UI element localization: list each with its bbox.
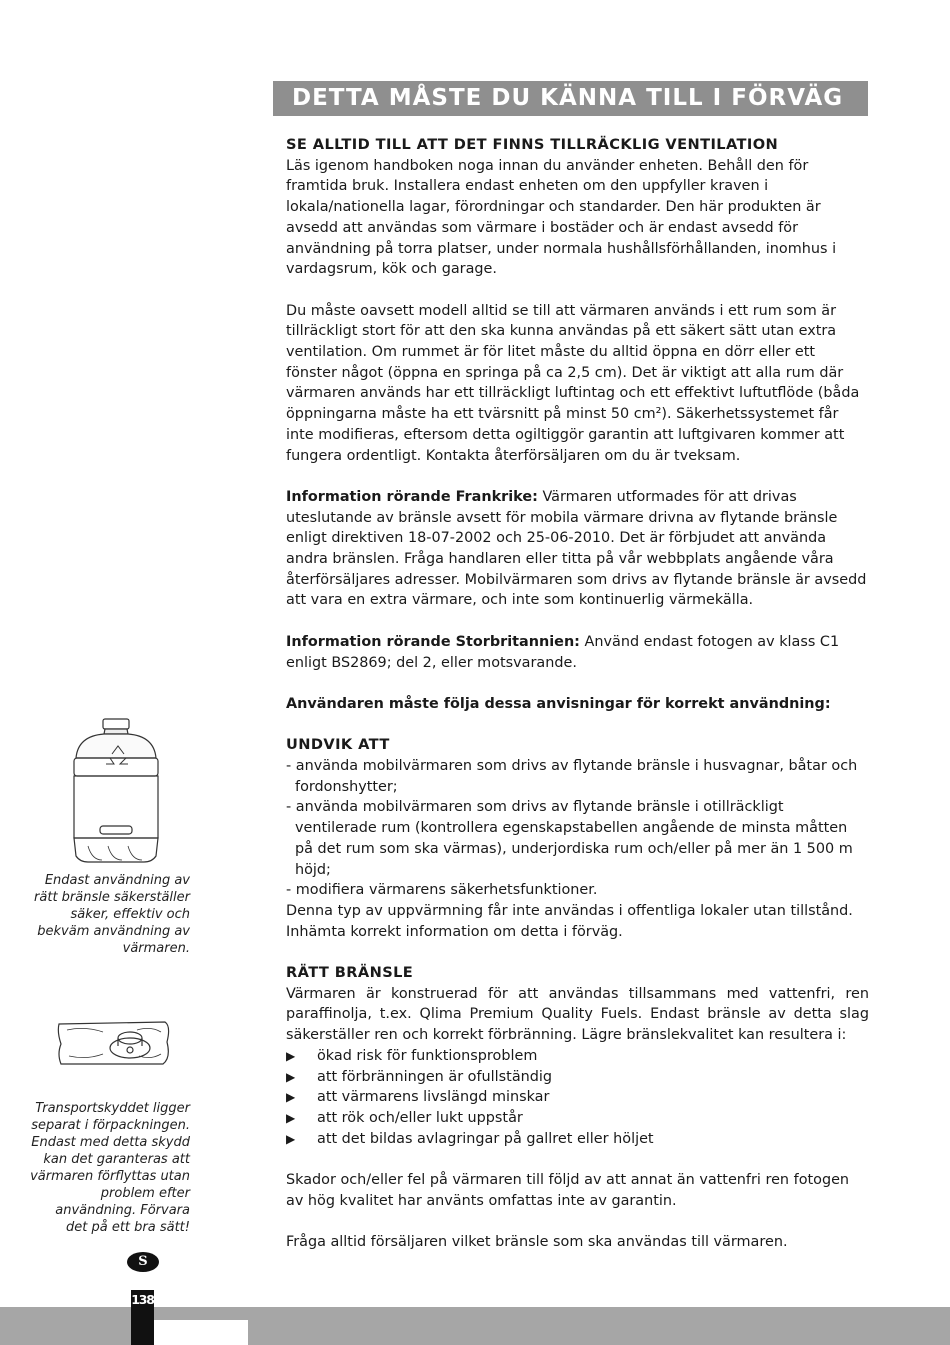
fuel-bullet-list	[286, 1046, 869, 1150]
avoid-item: - använda mobilvärmaren som drivs av flytande bränsle i otillräckligt ventilerade rum (kontrollera egenskapstabellen angående de minsta måtten på det rum som ska värmas), underjordiska rum och/eller på mer än 1 500 m höjd;	[286, 799, 853, 878]
france-text: Värmaren utformades för att drivas uteslutande av bränsle avsett för mobila värmare drivna av flytande bränsle enligt direktiven 18-07-2002 och 25-06-2010. Det är förbjudet att använda andra bränslen. Fråga handlaren eller titta på vår webbplats angående våra återförsäljares adresser. Mobilvärmaren som drivs av flytande bränsle är avsedd att vara en extra värmare, och inte som kontinuerlig värmekälla.	[286, 488, 867, 609]
ventilation-heading: SE ALLTID TILL ATT DET FINNS TILLRÄCKLIG VENTILATION	[286, 136, 779, 153]
fuel-bullet: ▶ ökad risk för funktionsproblem	[286, 1046, 869, 1067]
fuel-can-illustration	[68, 716, 164, 866]
avoid-item: - använda mobilvärmaren som drivs av flytande bränsle i husvagnar, båtar och fordonshytter;	[286, 758, 858, 795]
ventilation-paragraph-1: Läs igenom handboken noga innan du använder enheten. Behåll den för framtida bruk. Installera endast enheten om den uppfyller kraven i lokala/nationella lagar, förordningar och standarder. Den här produkten är avsedd att användas som värmare i bostäder och är endast avsedd för användning på torra platser, under normala hushållsförhållanden, inomhus i vardagsrum, kök och garage.	[286, 157, 837, 278]
avoid-note: Denna typ av uppvärmning får inte användas i offentliga lokaler utan tillstånd. Inhämta korrekt information om detta i förväg.	[286, 902, 853, 940]
fuel-bullet: ▶ att förbränningen är ofullständig	[286, 1067, 869, 1088]
avoid-heading: UNDVIK ATT	[286, 736, 390, 754]
france-info	[286, 487, 869, 611]
fuel-heading: RÄTT BRÄNSLE	[286, 964, 414, 982]
ventilation-paragraph-2: Du måste oavsett modell alltid se till att värmaren används i ett rum som är tillräckligt stort för att den ska kunna användas på ett säkert sätt utan extra ventilation. Om rummet är för litet måste du alltid öppna en dörr eller ett fönster något (öppna en springa på ca 2,5 cm). Det är viktigt att alla rum där värmaren används har ett tillräckligt luftintag och ett effektivt luftutflöde (båda öppningarna måste ha ett tvärsnitt på minst 50 cm²). Säkerhetssystemet får inte modifieras, eftersom detta ogiltiggör garantin att luftgivaren kommer att fungera ordentligt. Kontakta återförsäljaren om du är tveksam.	[286, 302, 860, 464]
fuel-bullet: ▶ att rök och/eller lukt uppstår	[286, 1108, 869, 1129]
bullet-arrow-icon: ▶	[286, 1090, 296, 1105]
page-number: 138	[131, 1292, 154, 1307]
uk-text: Använd endast fotogen av klass C1 enligt BS2869; del 2, eller motsvarande.	[286, 633, 840, 671]
fuel-bullet: ▶ att värmarens livslängd minskar	[286, 1087, 869, 1108]
uk-label: Information rörande Storbritannien:	[286, 633, 580, 650]
bullet-arrow-icon: ▶	[286, 1048, 296, 1063]
bullet-arrow-icon: ▶	[286, 1069, 296, 1084]
language-badge: S	[127, 1252, 159, 1272]
fuel-ask-note: Fråga alltid försäljaren vilket bränsle som ska användas till värmaren.	[286, 1234, 788, 1251]
instructions-lead: Användaren måste följa dessa anvisningar för korrekt användning:	[286, 695, 831, 712]
bullet-arrow-icon: ▶	[286, 1131, 296, 1146]
fuel-bullet: ▶ att det bildas avlagringar på gallret eller höljet	[286, 1129, 869, 1150]
bullet-arrow-icon: ▶	[286, 1110, 296, 1125]
fuel-can-caption: Endast användning av rätt bränsle säkerställer säker, effektiv och bekväm användning av värmaren.	[34, 873, 190, 956]
fuel-damage-note: Skador och/eller fel på värmaren till följd av att annat än vattenfri ren fotogen av hög kvalitet har använts omfattas inte av garantin.	[286, 1172, 850, 1209]
footer-white-block	[154, 1320, 248, 1345]
uk-info	[286, 632, 869, 673]
transport-protection-illustration	[55, 1018, 175, 1068]
avoid-item: - modifiera värmarens säkerhetsfunktioner.	[286, 882, 598, 899]
main-content	[286, 135, 869, 1274]
fuel-intro: Värmaren är konstruerad för att användas tillsammans med vattenfri, ren paraffinolja, t.ex. Qlima Premium Quality Fuels. Endast bränsle av detta slag säkerställer ren och korrekt förbränning. Lägre bränslekvalitet kan resultera i:	[286, 985, 869, 1044]
section-banner: DETTA MÅSTE DU KÄNNA TILL I FÖRVÄG	[273, 81, 868, 116]
france-label: Information rörande Frankrike:	[286, 488, 538, 505]
transport-caption: Transportskyddet ligger separat i förpackningen. Endast med detta skydd kan det garanteras att värmaren förflyttas utan problem efter användning. Förvara det på ett bra sätt!	[30, 1101, 190, 1235]
